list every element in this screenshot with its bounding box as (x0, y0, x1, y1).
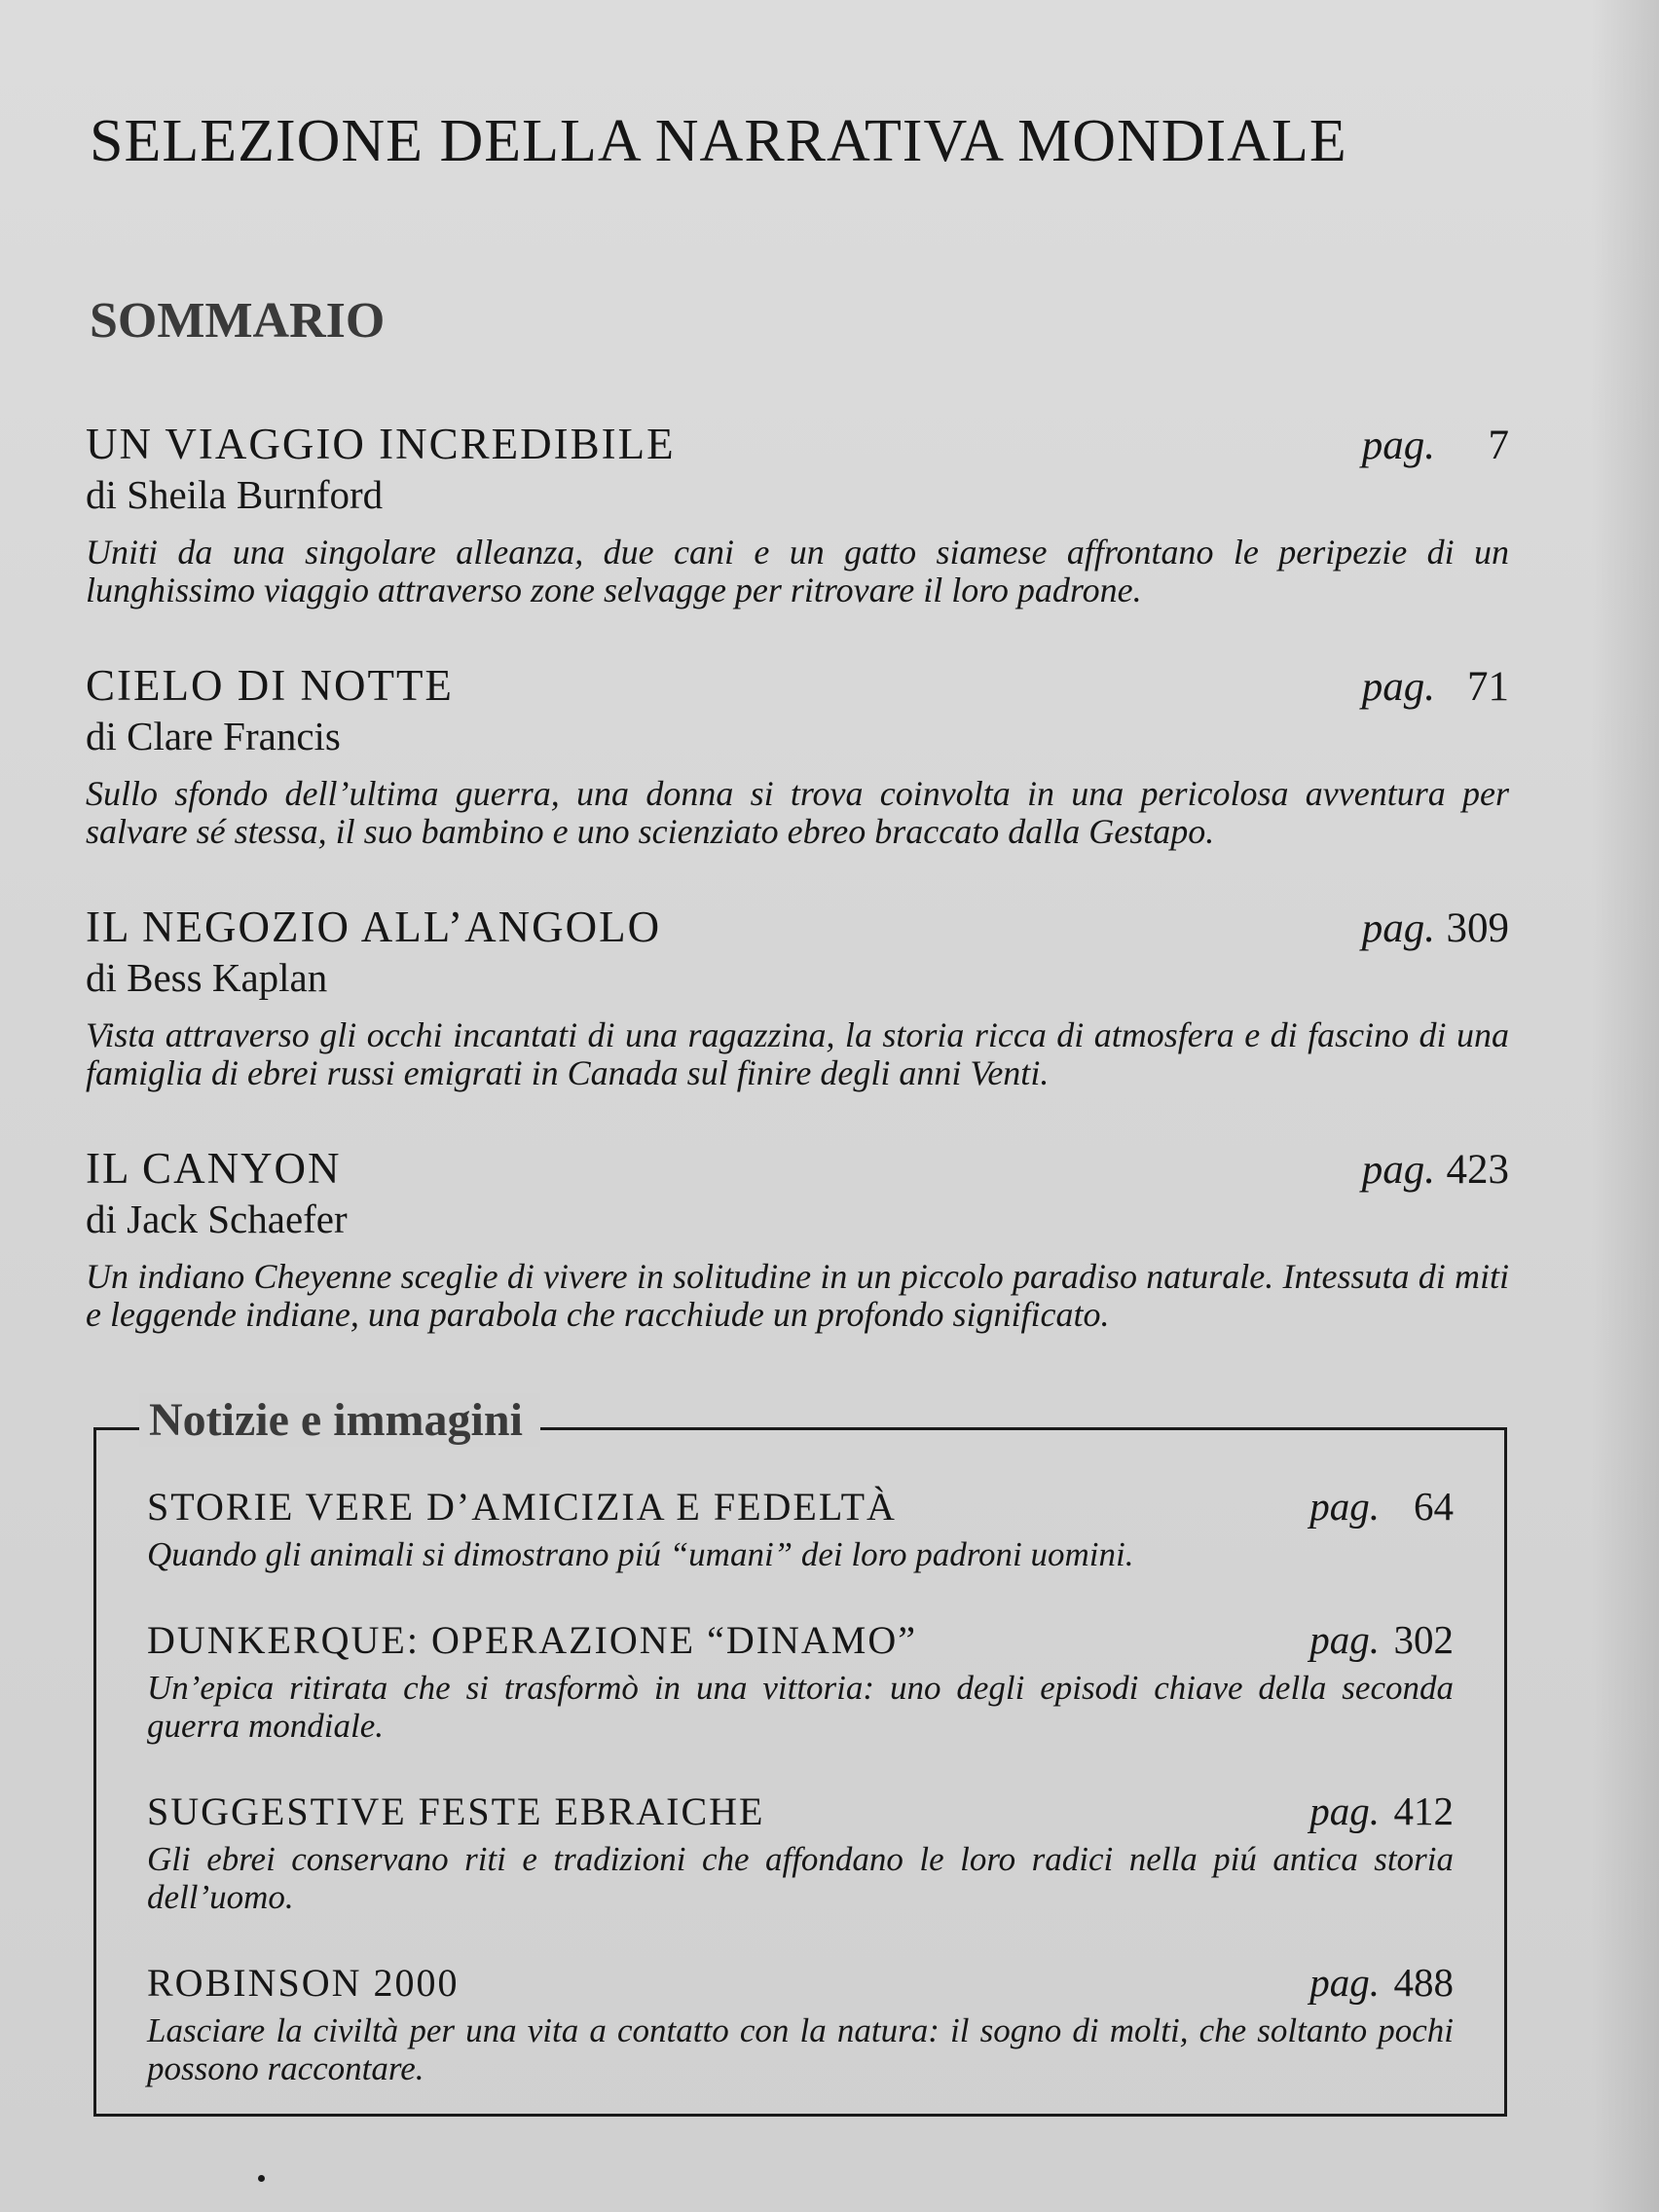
page-number: 412 (1393, 1788, 1454, 1833)
page-number: 488 (1393, 1960, 1454, 2005)
story-entry (86, 1143, 1509, 1334)
notizie-page-ref (1309, 1483, 1454, 1530)
story-description: Un indiano Cheyenne sceglie di vivere in solitudine in un piccolo paradiso naturale. Intessuta di miti e leggende indiane, una parabola che racchiude un profondo significato. (86, 1257, 1509, 1334)
story-description: Sullo sfondo dell’ultima guerra, una donna si trova coinvolta in una pericolosa avventura per salvare sé stessa, il suo bambino e uno scienziato ebreo braccato dalla Gestapo. (86, 774, 1509, 851)
notizie-entry (147, 1959, 1454, 2087)
page-number: 7 (1488, 423, 1509, 468)
pag-label: pag. (1361, 905, 1435, 951)
story-author: di Jack Schaefer (86, 1197, 348, 1241)
page-number: 64 (1414, 1484, 1454, 1529)
pag-label: pag. (1361, 423, 1435, 468)
notizie-item-description: Lasciare la civiltà per una vita a contatto con la natura: il sogno di molti, che soltanto pochi possono raccontare. (147, 2011, 1454, 2087)
notizie-item-title: STORIE VERE D’AMICIZIA E FEDELTÀ (147, 1485, 897, 1529)
notizie-list (147, 1483, 1454, 2130)
story-title: IL NEGOZIO ALL’ANGOLO (86, 903, 662, 951)
notizie-item-title: DUNKERQUE: OPERAZIONE “DINAMO” (147, 1618, 918, 1662)
notizie-entry (147, 1616, 1454, 1745)
notizie-box (93, 1394, 1507, 2117)
story-entry (86, 902, 1509, 1092)
story-page-ref (1362, 904, 1509, 952)
notizie-page-ref (1309, 1616, 1454, 1663)
story-description: Uniti da una singolare alleanza, due cani e un gatto siamese affrontano le peripezie di un lunghissimo viaggio attraverso zone selvagge per ritrovare il loro padrone. (86, 533, 1509, 609)
story-entry (86, 419, 1509, 609)
notizie-item-description: Gli ebrei conservano riti e tradizioni che affondano le loro radici nella piú antica storia dell’uomo. (147, 1840, 1454, 1916)
story-author: di Clare Francis (86, 714, 341, 758)
story-list (86, 419, 1509, 1384)
notizie-page-ref (1309, 1959, 1454, 2006)
masthead: SELEZIONE DELLA NARRATIVA MONDIALE (90, 108, 1347, 174)
notizie-item-description: Quando gli animali si dimostrano piú “umani” dei loro padroni uomini. (147, 1535, 1134, 1573)
notizie-title: Notizie e immagini (139, 1393, 540, 1447)
notizie-entry (147, 1483, 1454, 1573)
story-title: UN VIAGGIO INCREDIBILE (86, 420, 676, 468)
story-page-ref (1362, 1146, 1509, 1194)
pag-label: pag. (1309, 1960, 1380, 2005)
notizie-entry (147, 1788, 1454, 1916)
ink-speck (258, 2175, 265, 2182)
story-description: Vista attraverso gli occhi incantati di una ragazzina, la storia ricca di atmosfera e di fascino di una famiglia di ebrei russi emigrati in Canada sul finire degli anni Venti. (86, 1015, 1509, 1092)
pag-label: pag. (1309, 1788, 1380, 1833)
story-author: di Bess Kaplan (86, 955, 328, 1000)
pag-label: pag. (1309, 1484, 1380, 1529)
notizie-item-title: ROBINSON 2000 (147, 1961, 460, 2005)
story-entry (86, 660, 1509, 851)
page-number: 423 (1446, 1147, 1509, 1193)
story-author: di Sheila Burnford (86, 472, 384, 517)
story-title: CIELO DI NOTTE (86, 661, 454, 710)
notizie-item-description: Un’epica ritirata che si trasformò in una vittoria: uno degli episodi chiave della seconda guerra mondiale. (147, 1669, 1454, 1745)
page-number: 302 (1393, 1617, 1454, 1662)
pag-label: pag. (1309, 1617, 1380, 1662)
story-page-ref (1362, 422, 1509, 469)
story-title: IL CANYON (86, 1144, 342, 1193)
notizie-page-ref (1309, 1788, 1454, 1834)
page-number: 71 (1467, 664, 1509, 710)
page-number: 309 (1446, 905, 1509, 951)
story-page-ref (1362, 663, 1509, 711)
notizie-item-title: SUGGESTIVE FESTE EBRAICHE (147, 1789, 765, 1833)
section-title: SOMMARIO (90, 293, 386, 349)
pag-label: pag. (1361, 664, 1435, 710)
pag-label: pag. (1361, 1147, 1435, 1193)
